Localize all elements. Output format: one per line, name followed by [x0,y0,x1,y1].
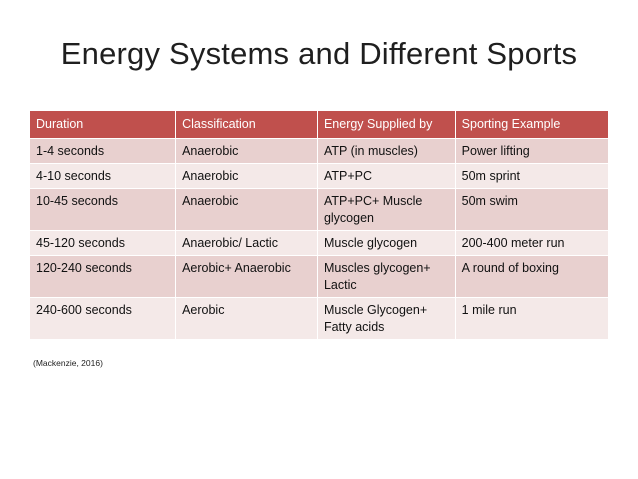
table-header-row [30,111,608,139]
table-row [30,189,608,231]
cell-duration: 120-240 seconds [30,256,176,298]
cell-sporting-example: 1 mile run [456,298,608,340]
cell-duration: 45-120 seconds [30,231,176,256]
cell-classification: Anaerobic [176,189,318,231]
cell-duration: 240-600 seconds [30,298,176,340]
cell-energy-supplied-by: ATP+PC [318,164,456,189]
column-header-sporting-example: Sporting Example [456,111,608,139]
table-row [30,231,608,256]
column-header-duration: Duration [30,111,176,139]
cell-energy-supplied-by: Muscle glycogen [318,231,456,256]
slide-title: Energy Systems and Different Sports [60,36,578,71]
citation: (Mackenzie, 2016) [33,358,103,368]
cell-sporting-example: Power lifting [456,139,608,164]
energy-systems-table [30,111,608,340]
cell-classification: Aerobic [176,298,318,340]
cell-duration: 10-45 seconds [30,189,176,231]
cell-classification: Anaerobic [176,164,318,189]
cell-sporting-example: A round of boxing [456,256,608,298]
cell-classification: Aerobic+ Anaerobic [176,256,318,298]
column-header-energy-supplied-by: Energy Supplied by [318,111,456,139]
column-header-classification: Classification [176,111,318,139]
cell-classification: Anaerobic/ Lactic [176,231,318,256]
cell-sporting-example: 200-400 meter run [456,231,608,256]
cell-duration: 4-10 seconds [30,164,176,189]
cell-sporting-example: 50m sprint [456,164,608,189]
cell-classification: Anaerobic [176,139,318,164]
table-row [30,298,608,340]
table-row [30,164,608,189]
cell-energy-supplied-by: ATP (in muscles) [318,139,456,164]
cell-sporting-example: 50m swim [456,189,608,231]
cell-energy-supplied-by: ATP+PC+ Muscle glycogen [318,189,456,231]
cell-energy-supplied-by: Muscles glycogen+ Lactic [318,256,456,298]
table-row [30,139,608,164]
cell-energy-supplied-by: Muscle Glycogen+ Fatty acids [318,298,456,340]
cell-duration: 1-4 seconds [30,139,176,164]
table-row [30,256,608,298]
